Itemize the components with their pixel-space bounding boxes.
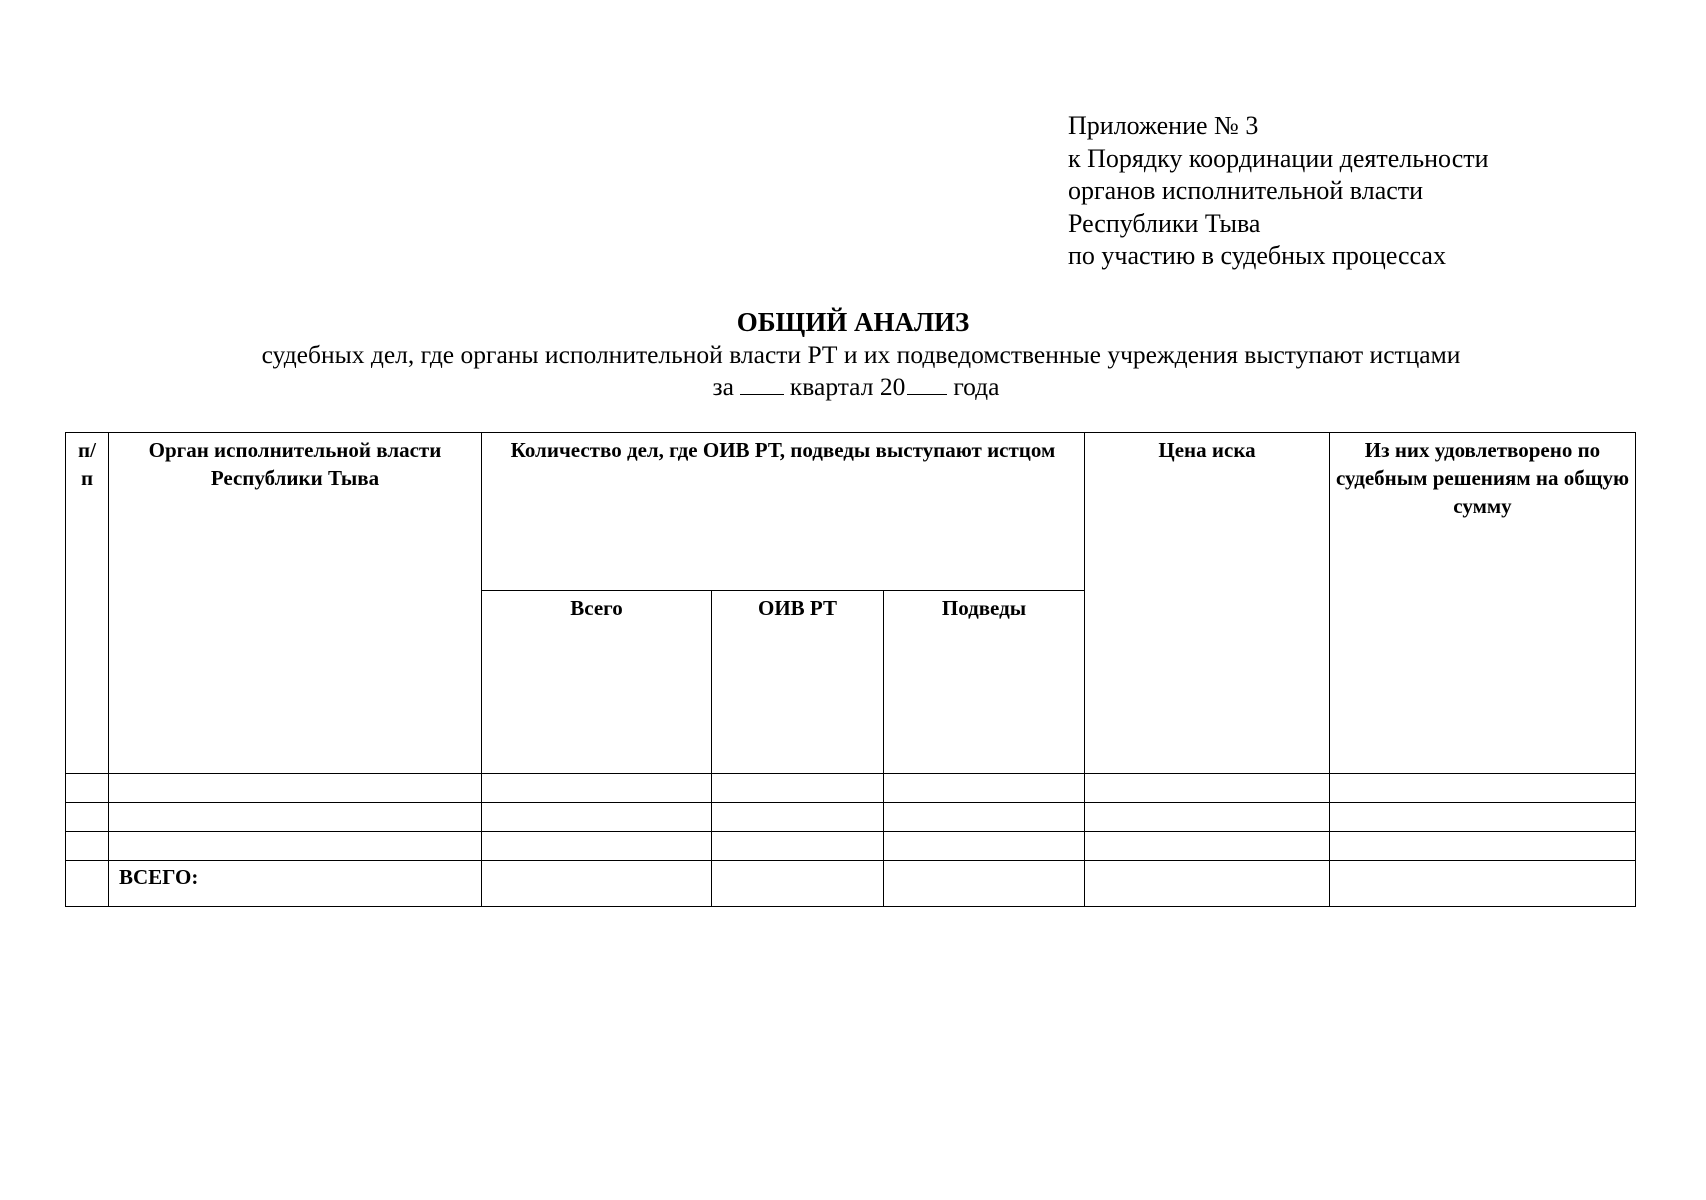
header-satisfied: Из них удовлетворено по судебным решениям на общую сумму [1330,433,1636,774]
table-cell[interactable] [1330,803,1636,832]
appendix-line: по участию в судебных процессах [1068,241,1446,270]
table-cell[interactable] [1085,774,1330,803]
period-suffix: года [953,372,1000,401]
table-cell[interactable] [109,803,482,832]
reporting-period [0,372,1706,402]
subheader-subordinate: Подведы [884,591,1085,774]
header-num: п/п [66,433,109,774]
appendix-line: органов исполнительной власти [1068,176,1424,205]
table-cell[interactable] [1330,832,1636,861]
table-cell[interactable] [66,861,109,907]
header-authority: Орган исполнительной власти Республики Тыва [109,433,482,774]
quarter-blank [740,372,784,395]
appendix-line: Приложение № 3 [1068,111,1259,140]
table-cell[interactable] [884,832,1085,861]
table-cell[interactable] [1330,774,1636,803]
total-cases-cell[interactable] [482,861,712,907]
total-oiv-cell[interactable] [712,861,884,907]
table-cell[interactable] [712,803,884,832]
appendix-block [1068,110,1489,273]
total-price-cell[interactable] [1085,861,1330,907]
document-subtitle: судебных дел, где органы исполнительной власти РТ и их подведомственные учреждения выступают истцами [261,340,1461,369]
table-cell[interactable] [1085,803,1330,832]
header-row [66,433,1636,591]
subheader-oiv: ОИВ РТ [712,591,884,774]
subheader-total: Всего [482,591,712,774]
table-cell[interactable] [482,774,712,803]
table-cell[interactable] [884,774,1085,803]
table-cell[interactable] [66,803,109,832]
period-middle: квартал 20 [789,372,906,401]
header-cases: Количество дел, где ОИВ РТ, подведы выступают истцом [482,433,1085,591]
table-cell[interactable] [482,832,712,861]
table-cell[interactable] [482,803,712,832]
header-price: Цена иска [1085,433,1330,774]
table-cell[interactable] [66,832,109,861]
appendix-line: к Порядку координации деятельности [1068,143,1489,173]
total-satisfied-cell[interactable] [1330,861,1636,907]
table-cell[interactable] [712,832,884,861]
table-cell[interactable] [712,774,884,803]
table-cell[interactable] [66,774,109,803]
table-cell[interactable] [884,803,1085,832]
document-title: ОБЩИЙ АНАЛИЗ [736,307,970,337]
total-row [66,861,1636,907]
year-blank [907,372,947,395]
table-cell[interactable] [1085,832,1330,861]
analysis-table [65,432,1636,907]
period-prefix: за [712,372,734,401]
table-cell[interactable] [109,774,482,803]
table-row [66,803,1636,832]
table-row [66,774,1636,803]
total-label: ВСЕГО: [109,861,482,907]
total-subordinate-cell[interactable] [884,861,1085,907]
table-row [66,832,1636,861]
appendix-line: Республики Тыва [1068,208,1261,238]
table-cell[interactable] [109,832,482,861]
